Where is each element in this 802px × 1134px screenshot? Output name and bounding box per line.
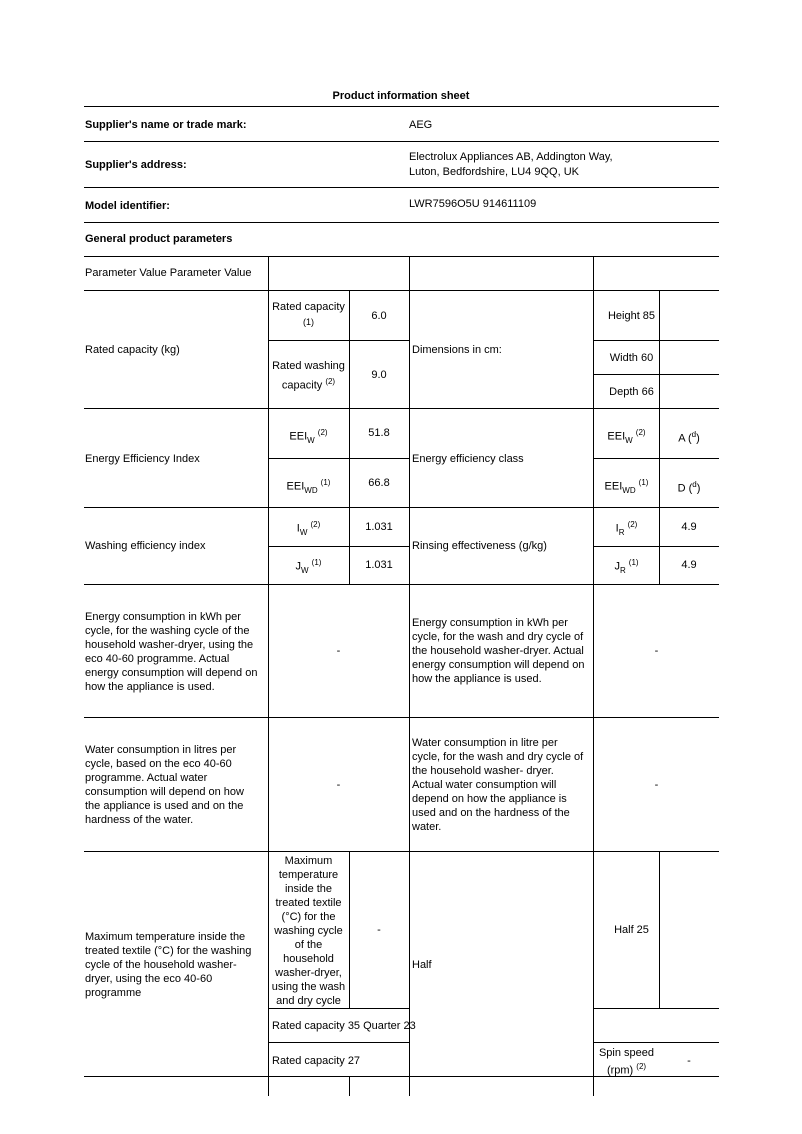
rated-capacity-quarter-row: Rated capacity 35 Quarter 23 [272,1020,416,1032]
ir-label: $I_R$ $^{(2)}$ [615,520,638,537]
max-temperature-left-text: Maximum temperature inside the treated textile (°C) for the washing cycle of the household washer- dryer, using the eco 40-60 programme [85,931,252,999]
water-consumption-right-text: Water consumption in litre per cycle, for the wash and dry cycle of the household washer- dryer. Actual water consumption will depend on how the appliance is used and on the hardness of the water. [412,737,584,833]
rule-rated-split [268,1042,409,1043]
rule-wash-split [268,546,409,547]
col-rule-4 [593,256,594,1096]
energy-consumption-right-value: - [654,645,659,657]
rule-header-row [84,290,719,291]
energy-class-label: Energy efficiency class [412,453,524,465]
rated-capacity-sub1-note: (1) [303,317,314,327]
header-row-label: Parameter Value Parameter Value [85,267,252,279]
rule-energy-index [84,507,719,508]
energy-consumption-left-text: Energy consumption in kWh per cycle, for the washing cycle of the household washer-dryer, using the eco 40-60 programme. Actual energy consumption will depend on how the appliance is used. [85,611,258,693]
jw-value: 1.031 [365,559,393,571]
rule-eei-split [268,458,409,459]
iw-value: 1.031 [365,521,393,533]
dimensions-label: Dimensions in cm: [412,344,502,356]
rated-capacity-row: Rated capacity 27 [272,1055,361,1067]
general-heading: General product parameters [85,233,233,245]
rated-washing-label-2: capacity $^{(2)}$ [281,377,336,392]
rule-capacity-split [268,340,409,341]
rinsing-label: Rinsing effectiveness (g/kg) [412,540,547,552]
rule-rinse-split [594,546,719,547]
col-rule-3 [409,256,410,1096]
rated-capacity-label: Rated capacity (kg) [85,344,180,356]
water-consumption-left-value: - [336,779,341,791]
water-consumption-left-text: Water consumption in litres per cycle, based on the eco 40-60 programme. Actual water consumption will depend on how the appliance is used and on the hardness of the water. [85,744,244,826]
model-value: LWR7596O5U 914611109 [409,198,537,210]
eeiw-value: 51.8 [368,427,390,439]
rule-general [84,256,719,257]
rule-spin-split [594,1042,719,1043]
rule-capacity [84,408,719,409]
dimension-width: Width 60 [609,352,654,364]
supplier-address-label: Supplier's address: [85,159,187,171]
spin-speed-value: - [687,1055,691,1067]
water-consumption-right-value: - [654,779,659,791]
eeiw-label: $EEI_W$ $^{(2)}$ [289,428,328,445]
dimension-depth: Depth 66 [609,386,654,398]
rated-washing-label-1: Rated washing [272,360,345,372]
half-label: Half [412,959,432,971]
eeiwd-label: $EEI_{WD}$ $^{(1)}$ [286,478,331,495]
jr-label: $J_R$ $^{(1)}$ [614,558,639,575]
rule-class-split [594,458,719,459]
col-rule-2c [349,1076,350,1096]
supplier-name-label: Supplier's name or trade mark: [85,119,247,131]
iw-label: $I_W$ $^{(2)}$ [296,520,321,537]
supplier-name-value: AEG [409,119,433,131]
model-label: Model identifier: [85,200,170,212]
spin-speed-label: Spin speed (rpm) $^{(2)}$ [598,1047,655,1077]
rated-washing-value: 9.0 [371,369,387,381]
rule-height [594,340,719,341]
energy-index-label: Energy Efficiency Index [85,453,200,465]
rated-capacity-sub1-label: Rated capacity [272,301,345,313]
max-temperature-sub-text: Maximum temperature inside the treated textile (°C) for the washing cycle of the household washer-dryer, using the wash and dry cycle [271,855,346,1007]
jw-label: $J_W$ $^{(1)}$ [295,558,322,575]
jr-value: 4.9 [681,559,697,571]
rule-supplier [84,141,719,142]
rule-water-consumption [84,851,719,852]
eeiwd-value: 66.8 [368,477,390,489]
page-title: Product information sheet [332,90,470,102]
rule-top [84,106,719,107]
rule-half-split [594,1008,719,1009]
class-eeiwd-label: $EEI_{WD}$ $^{(1)}$ [604,478,649,495]
supplier-address-line1: Electrolux Appliances AB, Addington Way, [409,151,613,163]
supplier-address-line2: Luton, Bedfordshire, LU4 9QQ, UK [409,166,579,178]
class-w-value: A ($^d$) [678,430,700,445]
energy-consumption-right-text: Energy consumption in kWh per cycle, for the wash and dry cycle of the household washer-dryer. Actual energy consumption will depend on how the appliance is used. [412,617,585,685]
rule-width [594,374,719,375]
half-value: Half 25 [614,924,649,936]
rule-address [84,187,719,188]
class-eeiw-label: $EEI_W$ $^{(2)}$ [607,428,646,445]
rule-model [84,222,719,223]
max-temperature-sub-value: - [377,924,381,936]
dimension-height: Height 85 [607,310,656,322]
rule-maxtemp-split [268,1008,409,1009]
rule-energy-consumption [84,717,719,718]
rated-capacity-sub1-value: 6.0 [371,310,387,322]
ir-value: 4.9 [681,521,697,533]
washing-index-label: Washing efficiency index [85,540,206,552]
class-wd-value: D ($^d$) [677,480,701,495]
rule-washing-index [84,584,719,585]
energy-consumption-left-value: - [336,645,341,657]
